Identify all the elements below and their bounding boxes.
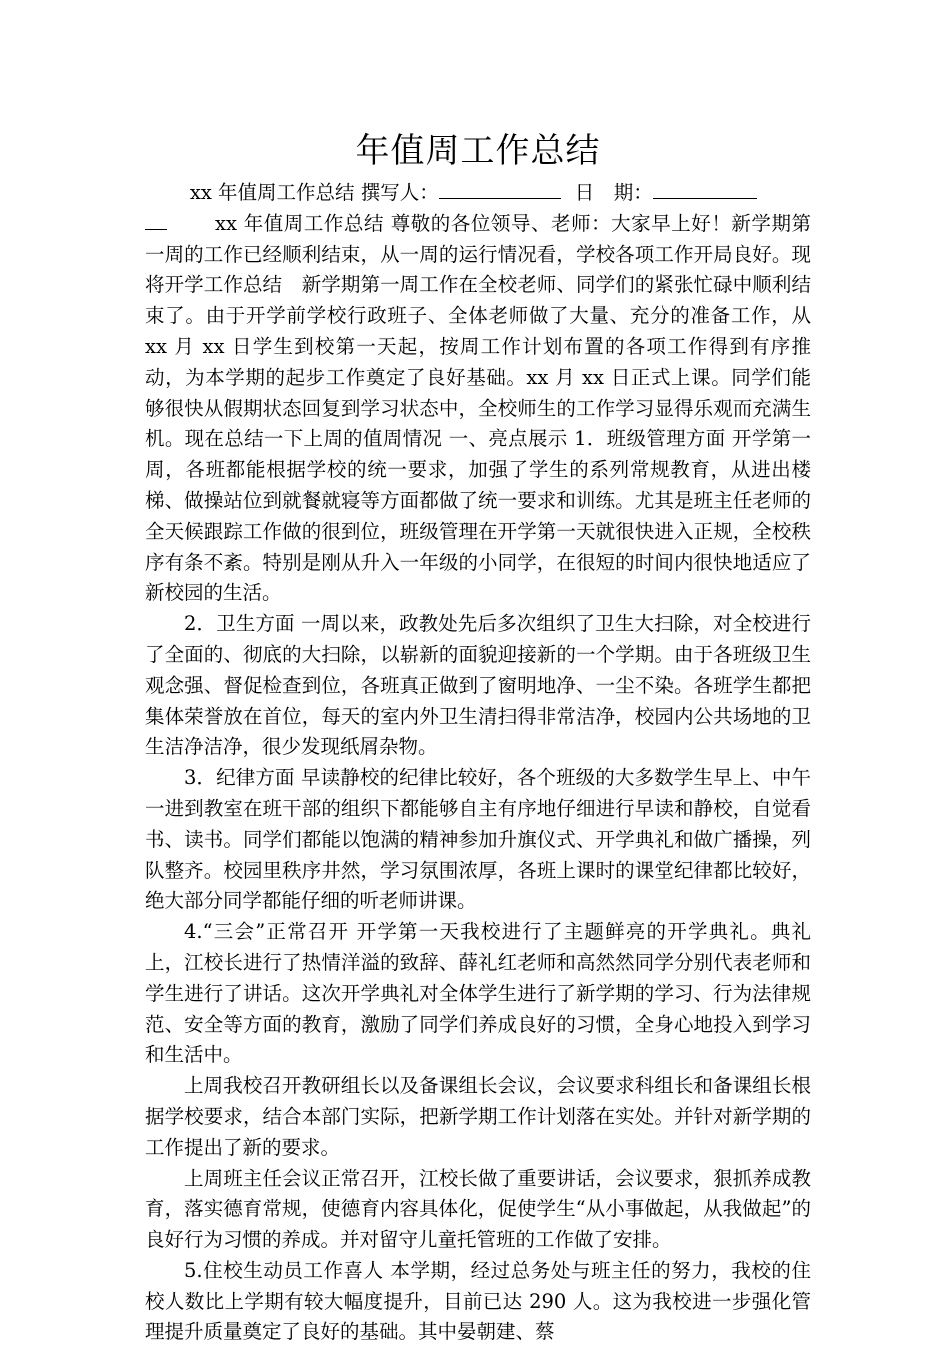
author-label: 撰写人： xyxy=(360,181,439,204)
date-blank xyxy=(653,180,757,199)
paragraph: 5.住校生动员工作喜人 本学期，经过总务处与班主任的努力，我校的住校人数比上学期有较大幅度提升，目前已达 290 人。这为我校进一步强化管理提升质量奠定了良好的基础。其中晏朝建、蔡 xyxy=(145,1258,811,1344)
paragraph: 4.“三会”正常召开 开学第一天我校进行了主题鲜亮的开学典礼。典礼上，江校长进行了热情洋溢的致辞、薛礼红老师和高然然同学分别代表老师和学生进行了讲话。这次开学典礼对全体学生进行了新学期的学习、行为法律规范、安全等方面的教育，激励了同学们养成良好的习惯，全身心地投入到学习和生活中。 xyxy=(145,920,811,1067)
meta-prefix: xx 年值周工作总结 xyxy=(189,181,355,204)
document-page xyxy=(145,126,811,1348)
document-title: 年值周工作总结 xyxy=(355,131,601,171)
paragraph: 3．纪律方面 早读静校的纪律比较好，各个班级的大多数学生早上、中午一进到教室在班干部的组织下都能够自主有序地仔细进行早读和静校，自觉看书、读书。同学们都能以饱满的精神参加升旗仪式、开学典礼和做广播操，列队整齐。校园里秩序井然，学习氛围浓厚，各班上课时的课堂纪律都比较好，绝大部分同学都能仔细的听老师讲课。 xyxy=(145,766,811,913)
meta-line xyxy=(145,178,811,209)
paragraph: 上周班主任会议正常召开，江校长做了重要讲话，会议要求，狠抓养成教育，落实德育常规，使德育内容具体化，促使学生“从小事做起，从我做起”的良好行为习惯的养成。并对留守儿童托管班的工作做了安排。 xyxy=(145,1166,811,1252)
paragraph: 上周我校召开教研组长以及备课组长会议，会议要求科组长和备课组长根据学校要求，结合本部门实际，把新学期工作计划落在实处。并针对新学期的工作提出了新的要求。 xyxy=(145,1074,811,1159)
paragraph: 2．卫生方面 一周以来，政教处先后多次组织了卫生大扫除，对全校进行了全面的、彻底的大扫除，以崭新的面貌迎接新的一个学期。由于各班级卫生观念强、督促检查到位，各班真正做到了窗明地净、一尘不染。各班学生都把集体荣誉放在首位，每天的室内外卫生清扫得非常洁净，校园内公共场地的卫生洁净洁净，很少发现纸屑杂物。 xyxy=(145,612,811,759)
date-label: 日 期： xyxy=(574,181,653,204)
date-blank-continued xyxy=(145,211,167,230)
author-blank xyxy=(439,180,561,199)
paragraph: xx 年值周工作总结 尊敬的各位领导、老师：大家早上好！新学期第一周的工作已经顺利结束，从一周的运行情况看，学校各项工作开局良好。现将开学工作总结 新学期第一周工作在全校老师、同学们的紧张忙碌中顺利结束了。由于开学前学校行政班子、全体老师做了大量、充分的准备工作，从 xx 月 xx 日学生到校第一天起，按周工作计划布置的各项工作得到有序推动，为本学期的起步工作奠定了良好基础。xx 月 xx 日正式上课。同学们能够很快从假期状态回复到学习状态中，全校师生的工作学习显得乐观而充满生机。现在总结一下上周的值周情况 一、亮点展示 1．班级管理方面 开学第一周，各班都能根据学校的统一要求，加强了学生的系列常规教育，从进出楼梯、做操站位到就餐就寝等方面都做了统一要求和训练。尤其是班主任老师的全天候跟踪工作做的很到位，班级管理在开学第一天就很快进入正规，全校秩序有条不紊。特别是刚从升入一年级的小同学，在很短的时间内很快地适应了新校园的生活。 xyxy=(145,211,811,605)
